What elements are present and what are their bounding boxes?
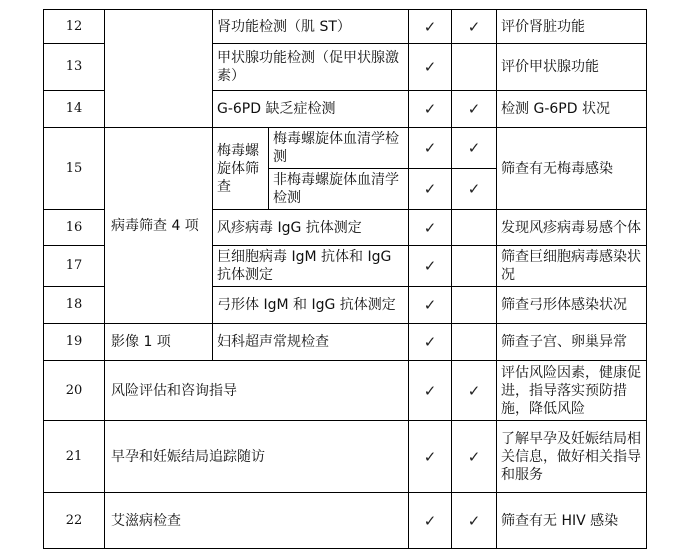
item-name: G-6PD 缺乏症检测 xyxy=(213,91,409,128)
item-name: 风疹病毒 IgG 抗体测定 xyxy=(213,210,409,246)
row-number: 13 xyxy=(44,44,105,91)
purpose: 筛查有无梅毒感染 xyxy=(497,128,647,210)
check-mark: ✓ xyxy=(409,246,452,287)
row-number: 21 xyxy=(44,421,105,493)
table-row xyxy=(44,361,647,421)
check-mark xyxy=(452,44,497,91)
table-row xyxy=(44,10,647,44)
purpose: 了解早孕及妊娠结局相关信息，做好相关指导和服务 xyxy=(497,421,647,493)
category-label: 早孕和妊娠结局追踪随访 xyxy=(105,421,409,493)
purpose: 筛查弓形体感染状况 xyxy=(497,287,647,324)
purpose: 评价甲状腺功能 xyxy=(497,44,647,91)
category-label: 艾滋病检查 xyxy=(105,493,409,549)
category-label: 病毒筛查 4 项 xyxy=(105,128,213,324)
row-number: 17 xyxy=(44,246,105,287)
check-mark: ✓ xyxy=(409,324,452,361)
table-row xyxy=(44,128,647,169)
item-name: 巨细胞病毒 IgM 抗体和 IgG 抗体测定 xyxy=(213,246,409,287)
check-mark: ✓ xyxy=(409,361,452,421)
purpose: 发现风疹病毒易感个体 xyxy=(497,210,647,246)
row-number: 18 xyxy=(44,287,105,324)
check-mark xyxy=(452,287,497,324)
exam-items-table xyxy=(43,9,647,549)
check-mark: ✓ xyxy=(452,169,497,210)
table-row xyxy=(44,493,647,549)
check-mark: ✓ xyxy=(452,91,497,128)
category-label: 风险评估和咨询指导 xyxy=(105,361,409,421)
check-mark: ✓ xyxy=(452,128,497,169)
category-cell-blank xyxy=(105,10,213,128)
check-mark: ✓ xyxy=(409,421,452,493)
check-mark: ✓ xyxy=(409,91,452,128)
check-mark: ✓ xyxy=(409,44,452,91)
check-mark: ✓ xyxy=(452,421,497,493)
check-mark: ✓ xyxy=(452,493,497,549)
purpose: 评估风险因素，健康促进，指导落实预防措施，降低风险 xyxy=(497,361,647,421)
row-number: 20 xyxy=(44,361,105,421)
purpose: 检测 G-6PD 状况 xyxy=(497,91,647,128)
row-number: 15 xyxy=(44,128,105,210)
row-number: 16 xyxy=(44,210,105,246)
check-mark: ✓ xyxy=(409,287,452,324)
item-name: 甲状腺功能检测（促甲状腺激素） xyxy=(213,44,409,91)
check-mark: ✓ xyxy=(409,210,452,246)
row-number: 14 xyxy=(44,91,105,128)
row-number: 22 xyxy=(44,493,105,549)
purpose: 筛查子宫、卵巢异常 xyxy=(497,324,647,361)
table-row xyxy=(44,324,647,361)
check-mark xyxy=(452,324,497,361)
item-name: 妇科超声常规检查 xyxy=(213,324,409,361)
check-mark: ✓ xyxy=(409,493,452,549)
item-name: 非梅毒螺旋体血清学检测 xyxy=(269,169,409,210)
item-name: 肾功能检测（肌 ST） xyxy=(213,10,409,44)
purpose: 评价肾脏功能 xyxy=(497,10,647,44)
table-row xyxy=(44,421,647,493)
category-label: 影像 1 项 xyxy=(105,324,213,361)
check-mark xyxy=(452,246,497,287)
row-number: 12 xyxy=(44,10,105,44)
row-number: 19 xyxy=(44,324,105,361)
check-mark: ✓ xyxy=(409,10,452,44)
check-mark: ✓ xyxy=(452,10,497,44)
check-mark: ✓ xyxy=(409,128,452,169)
item-name: 梅毒螺旋体血清学检测 xyxy=(269,128,409,169)
check-mark xyxy=(452,210,497,246)
purpose: 筛查巨细胞病毒感染状况 xyxy=(497,246,647,287)
purpose: 筛查有无 HIV 感染 xyxy=(497,493,647,549)
check-mark: ✓ xyxy=(452,361,497,421)
group-label: 梅毒螺旋体筛查 xyxy=(213,128,269,210)
item-name: 弓形体 IgM 和 IgG 抗体测定 xyxy=(213,287,409,324)
check-mark: ✓ xyxy=(409,169,452,210)
